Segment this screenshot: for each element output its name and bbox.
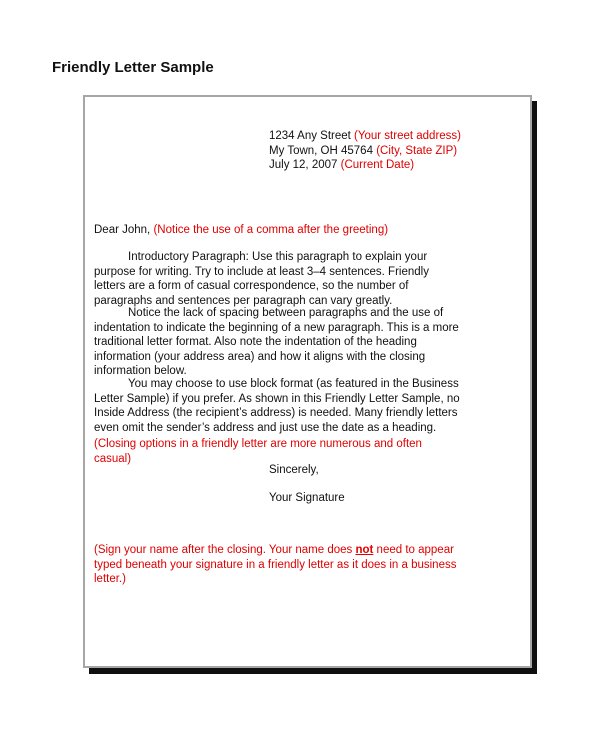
- paragraph-3-line: [94, 377, 459, 392]
- paragraph-1-line: purpose for writing. Try to include at least 3–4 sentences. Friendly: [94, 265, 429, 278]
- paragraph-2-line: traditional letter format. Also note the indentation of the heading: [94, 336, 417, 348]
- page-title: Friendly Letter Sample: [52, 59, 214, 76]
- city-state-zip: My Town, OH 45764: [269, 144, 373, 157]
- paragraph-1-line: letters are a form of casual correspondence, so the number of: [94, 280, 409, 292]
- paragraph-1-line: paragraphs and sentences per paragraph can vary greatly.: [94, 294, 393, 307]
- street-address: 1234 Any Street: [269, 130, 351, 142]
- signature-note-line: typed beneath your signature in a friendly letter as it does in a business: [94, 558, 457, 571]
- letter-sheet: [83, 95, 532, 668]
- closing: Sincerely,: [269, 464, 319, 476]
- greeting-note: (Notice the use of a comma after the greeting): [153, 224, 389, 236]
- letter-date: July 12, 2007: [269, 159, 338, 171]
- paragraph-3-line: Letter Sample) if you prefer. As shown in this Friendly Letter Sample, no: [94, 392, 460, 405]
- greeting-line: [94, 223, 388, 238]
- signature-note-text: (Sign your name after the closing. Your name does: [94, 544, 356, 556]
- signature-note-emphasis: not: [355, 544, 374, 556]
- signature-note-line: letter.): [94, 573, 126, 585]
- heading-street-line: [269, 129, 461, 144]
- letter-date-note: (Current Date): [340, 159, 415, 171]
- paragraph-3-line: Inside Address (the recipient’s address) is needed. Many friendly letters: [94, 407, 458, 419]
- closing-note-line: (Closing options in a friendly letter are more numerous and often: [94, 438, 422, 450]
- signature-note-text: need to appear: [373, 544, 454, 556]
- paragraph-1-text: Introductory Paragraph: Use this paragraph to explain your: [128, 251, 428, 263]
- street-address-note: (Your street address): [354, 130, 462, 142]
- heading-city-line: [269, 144, 457, 159]
- paragraph-1-line: [94, 250, 427, 265]
- paragraph-2-line: information below.: [94, 365, 187, 377]
- paragraph-2-line: [94, 306, 443, 321]
- paragraph-3-line: even omit the sender’s address and just use the date as a heading.: [94, 421, 437, 434]
- closing-note-line: casual): [94, 452, 132, 465]
- paragraph-3-text: You may choose to use block format (as featured in the Business: [128, 378, 459, 390]
- signature-note-line: [94, 543, 454, 558]
- city-state-zip-note: (City, State ZIP): [376, 144, 458, 157]
- paragraph-2-line: indentation to indicate the beginning of a new paragraph. This is a more: [94, 321, 459, 334]
- heading-date-line: [269, 158, 414, 173]
- signature: Your Signature: [269, 492, 345, 504]
- paragraph-2-text: Notice the lack of spacing between paragraphs and the use of: [128, 307, 444, 319]
- greeting: Dear John,: [94, 224, 151, 236]
- paragraph-2-line: information (your address area) and how it aligns with the closing: [94, 350, 426, 363]
